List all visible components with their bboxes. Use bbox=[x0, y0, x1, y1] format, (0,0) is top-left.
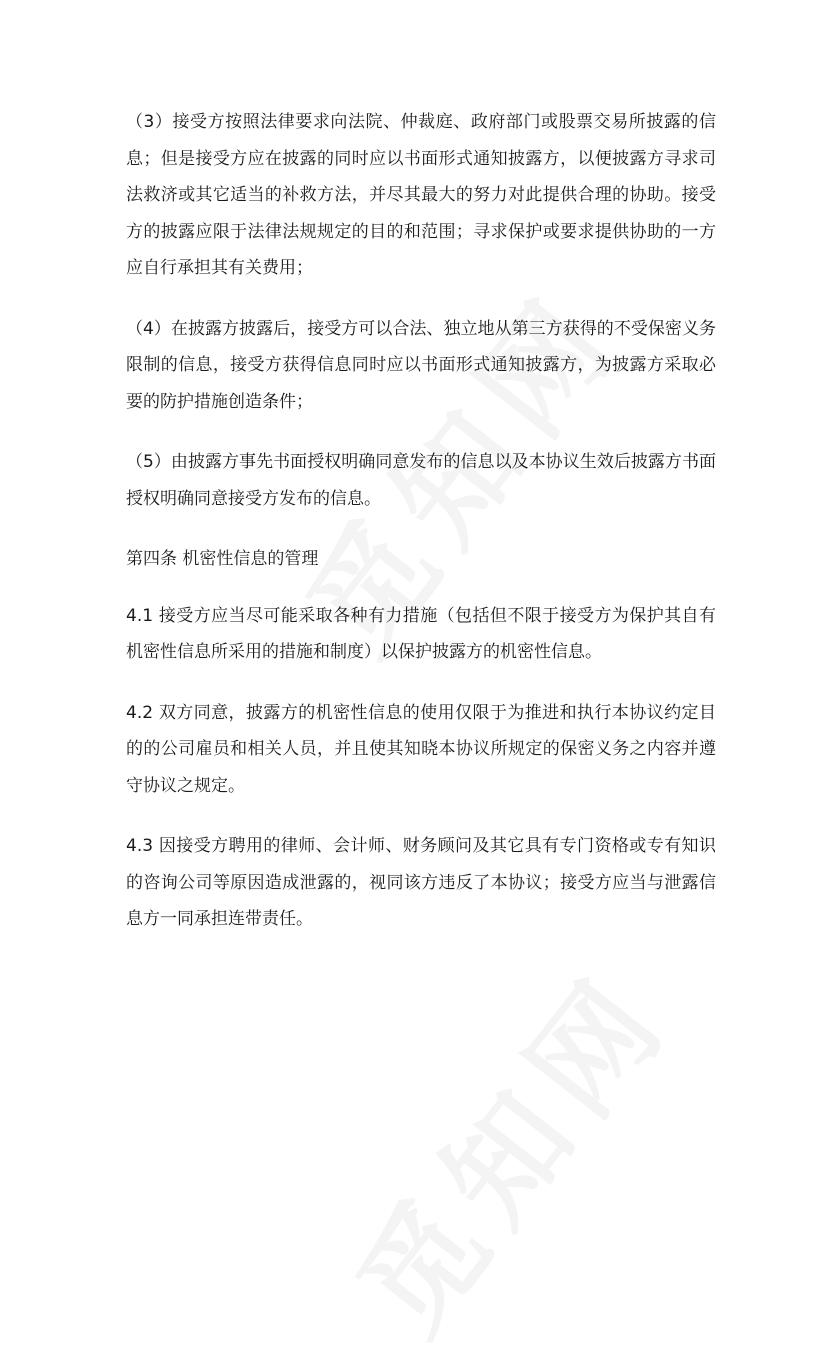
clause-3-paragraph: （3）接受方按照法律要求向法院、仲裁庭、政府部门或股票交易所披露的信息；但是接受方应在披露的同时应以书面形式通知披露方，以便披露方寻求司法救济或其它适当的补救方法，并尽其最大的努力对此提供合理的协助。接受方的披露应限于法律法规规定的目的和范围；寻求保护或要求提供协助的一方应自行承担其有关费用； bbox=[126, 112, 716, 278]
watermark bbox=[312, 930, 702, 1362]
clause-5-paragraph: （5）由披露方事先书面授权明确同意发布的信息以及本协议生效后披露方书面授权明确同意接受方发布的信息。 bbox=[126, 452, 716, 509]
document-body bbox=[126, 104, 716, 962]
clause-4-1-paragraph: 4.1 接受方应当尽可能采取各种有力措施（包括但不限于接受方为保护其自有机密性信息所采用的措施和制度）以保护披露方的机密性信息。 bbox=[126, 605, 716, 662]
clause-4-paragraph: （4）在披露方披露后，接受方可以合法、独立地从第三方获得的不受保密义务限制的信息，接受方获得信息同时应以书面形式通知披露方，为披露方采取必要的防护措施创造条件； bbox=[126, 318, 716, 412]
clause-4-3-paragraph: 4.3 因接受方聘用的律师、会计师、财务顾问及其它具有专门资格或专有知识的咨询公司等原因造成泄露的，视同该方违反了本协议；接受方应当与泄露信息方一同承担连带责任。 bbox=[126, 836, 716, 929]
section-heading: 第四条 机密性信息的管理 bbox=[126, 549, 319, 569]
clause-4-2-paragraph: 4.2 双方同意，披露方的机密性信息的使用仅限于为推进和执行本协议约定目的的公司雇员和相关人员，并且使其知晓本协议所规定的保密义务之内容并遵守协议之规定。 bbox=[126, 702, 716, 796]
